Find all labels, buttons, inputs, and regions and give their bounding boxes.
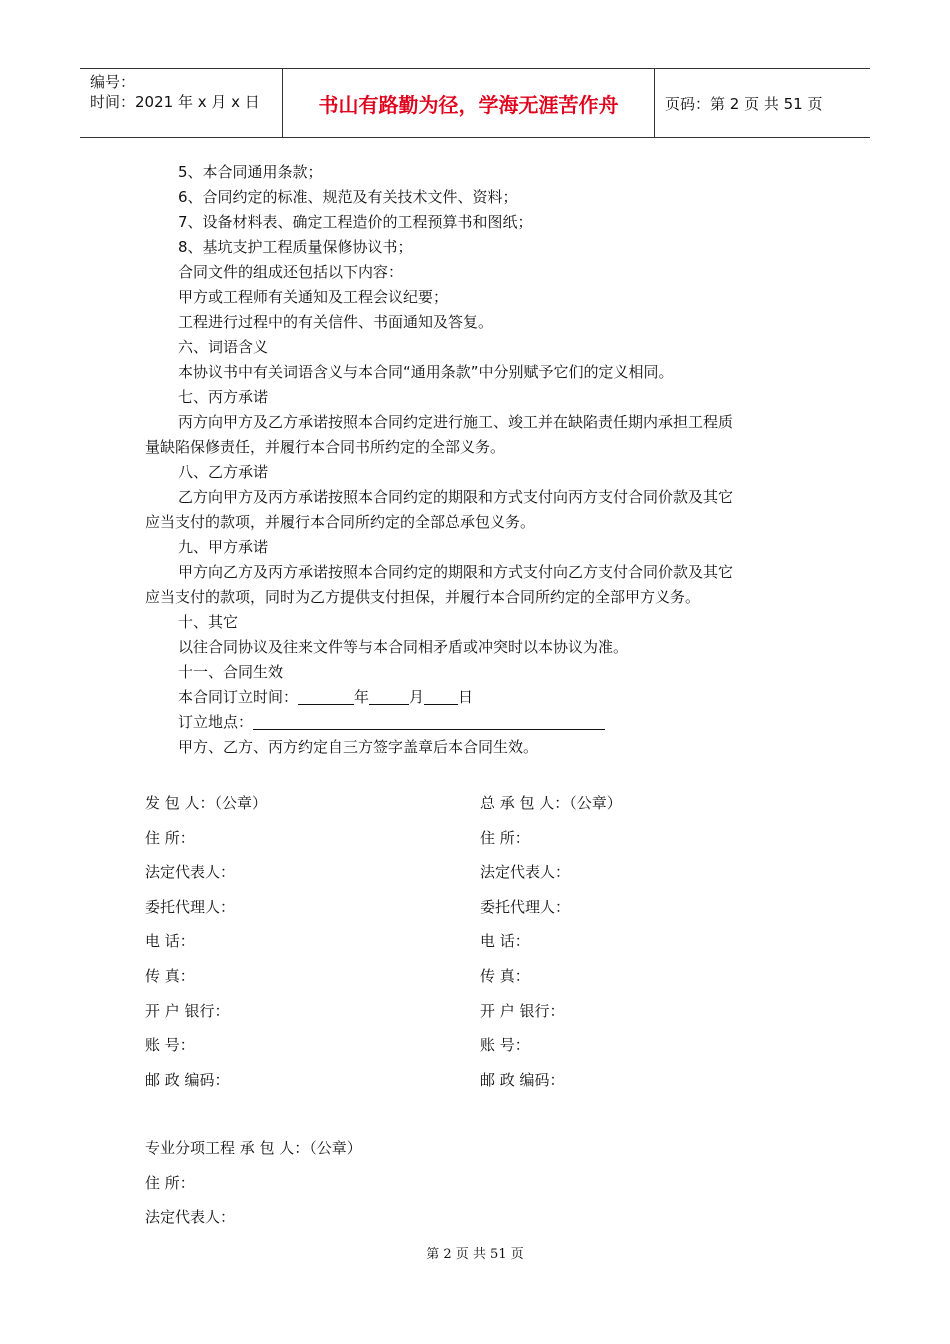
day-label: 日 [458,688,474,706]
section-heading: 九、甲方承诺 [178,538,269,556]
signature-field: 开 户 银行： [480,1001,565,1020]
signature-field: 委托代理人： [145,897,236,916]
document-number-label: 编号： [90,73,136,91]
signature-field: 电 话： [145,932,195,951]
signature-block-general-contractor [480,794,622,1105]
signature-field: 发 包 人：（公章） [145,794,268,812]
body-line: 合同文件的组成还包括以下内容： [178,263,404,281]
body-line: 乙方向甲方及丙方承诺按照本合同约定的期限和方式支付向丙方支付合同价款及其它 [178,488,734,506]
signature-field: 邮 政 编码： [145,1070,230,1089]
signature-field: 法定代表人： [145,1208,236,1227]
body-line: 量缺陷保修责任，并履行本合同书所约定的全部义务。 [145,438,506,456]
header-page-code: 页码：第 2 页 共 51 页 [665,95,823,113]
signature-field: 账 号： [145,1036,195,1055]
signature-field: 开 户 银行： [145,1001,230,1020]
body-line: 6、合同约定的标准、规范及有关技术文件、资料； [178,188,518,206]
page-header [80,68,870,138]
header-page-cell [655,69,870,137]
signature-field: 住 所： [145,828,195,847]
signature-block-employer [145,794,267,1105]
month-blank [369,687,409,705]
document-date-label: 时间：2021 年 x 月 x 日 [90,93,260,111]
signature-field: 总 承 包 人：（公章） [480,794,622,812]
body-line: 应当支付的款项，同时为乙方提供支付担保，并履行本合同所约定的全部甲方义务。 [145,588,701,606]
signature-field: 法定代表人： [480,863,571,882]
header-info-cell [80,69,283,137]
body-line: 工程进行过程中的有关信件、书面通知及答复。 [178,313,494,331]
signature-field: 法定代表人： [145,863,236,882]
signature-field: 住 所： [145,1173,195,1192]
signature-field: 电 话： [480,932,530,951]
body-line: 应当支付的款项，并履行本合同所约定的全部总承包义务。 [145,513,536,531]
contract-body [145,160,805,760]
body-line: 本协议书中有关词语含义与本合同“通用条款”中分别赋予它们的定义相同。 [178,363,674,381]
body-line: 8、基坑支护工程质量保修协议书； [178,238,413,256]
body-line: 甲方或工程师有关通知及工程会议纪要； [178,288,449,306]
signature-field: 账 号： [480,1036,530,1055]
day-blank [424,687,458,705]
place-blank [253,712,605,730]
sign-place-line [145,710,805,735]
header-motto-cell [283,69,655,137]
body-line: 7、设备材料表、确定工程造价的工程预算书和图纸； [178,213,533,231]
body-line: 甲方向乙方及丙方承诺按照本合同约定的期限和方式支付向乙方支付合同价款及其它 [178,563,734,581]
section-heading: 七、丙方承诺 [178,388,269,406]
signature-field: 专业分项工程 承 包 人：（公章） [145,1139,362,1157]
section-heading: 十一、合同生效 [178,663,284,681]
body-line: 以往合同协议及往来文件等与本合同相矛盾或冲突时以本协议为准。 [178,638,629,656]
signature-field: 住 所： [480,828,530,847]
body-line: 丙方向甲方及乙方承诺按照本合同约定进行施工、竣工并在缺陷责任期内承担工程质 [178,413,734,431]
signature-field: 传 真： [480,966,530,985]
section-heading: 十、其它 [178,613,239,631]
sign-place-label: 订立地点： [178,713,254,731]
page-footer: 第 2 页 共 51 页 [426,1247,524,1262]
sign-time-line [145,685,805,710]
effect-line: 甲方、乙方、丙方约定自三方签字盖章后本合同生效。 [178,738,539,756]
signature-field: 传 真： [145,966,195,985]
sign-time-label: 本合同订立时间： [178,688,299,706]
body-line: 5、本合同通用条款； [178,163,323,181]
section-heading: 八、乙方承诺 [178,463,269,481]
signature-field: 邮 政 编码： [480,1070,565,1089]
signature-field: 委托代理人： [480,897,571,916]
year-label: 年 [354,688,370,706]
section-heading: 六、词语含义 [178,338,269,356]
header-motto: 书山有路勤为径，学海无涯苦作舟 [318,93,619,117]
signature-block-subcontractor [145,1139,362,1243]
year-blank [298,687,354,705]
month-label: 月 [409,688,425,706]
